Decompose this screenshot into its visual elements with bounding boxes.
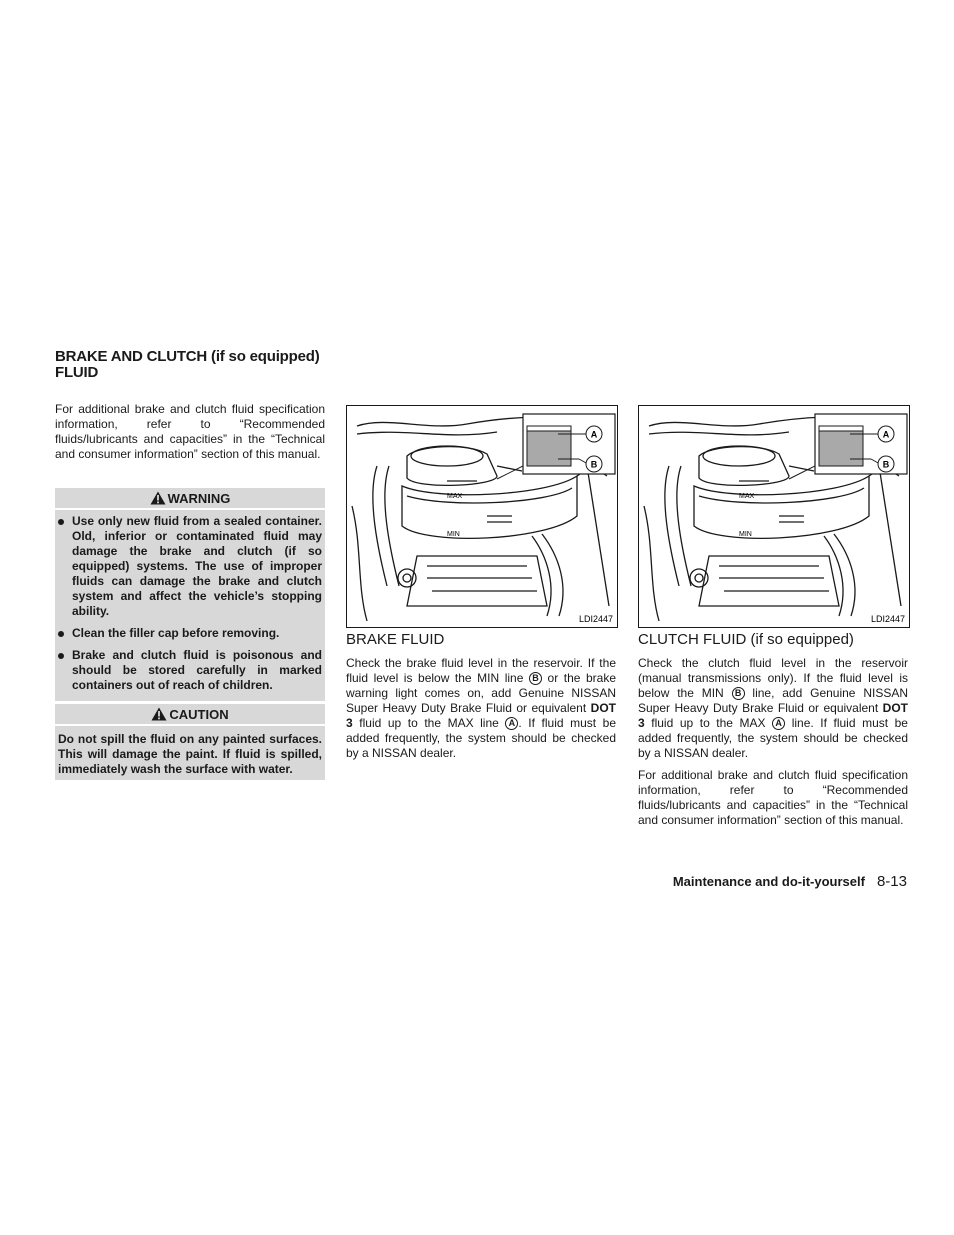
page-number: 8-13 xyxy=(876,873,907,890)
warning-item: Clean the filler cap before removing. xyxy=(55,626,325,641)
label-a: A xyxy=(590,429,598,440)
reservoir-illustration xyxy=(639,406,909,627)
brake-fluid-paragraph: Check the brake fluid level in the reservoir. If the fluid level is below the MIN line B or the brake warning light comes on, add Genuine NISSAN Super Heavy Duty Brake Fluid or equivalent DOT 3 fluid up to the MAX line A . If fluid must be added frequently, the system should be checked by a NISSAN dealer. xyxy=(346,656,617,760)
clutch-fluid-title: CLUTCH FLUID (if so equipped) xyxy=(638,631,854,648)
label-b: B xyxy=(590,459,598,470)
caution-box xyxy=(55,704,325,780)
clutch-fluid-paragraph: Check the clutch fluid level in the reservoir (manual transmissions only). If the fluid level is below the MIN B line, add Genuine NISSAN Super Heavy Duty Brake Fluid or equivalent DOT 3 fluid up to the MAX A line. If fluid must be added frequently, the system should be checked by a NISSAN dealer. xyxy=(638,656,908,760)
reservoir-illustration xyxy=(347,406,617,627)
clutch-reservoir-figure xyxy=(638,405,910,628)
dot-grade: DOT 3 xyxy=(638,701,908,730)
marker-b-icon: B xyxy=(529,672,542,685)
warning-triangle-icon xyxy=(150,491,166,505)
section-title-line2: FLUID xyxy=(55,364,99,381)
warning-header xyxy=(55,488,325,508)
max-mark: MAX xyxy=(739,493,755,500)
bullet-icon xyxy=(58,631,64,637)
warning-box xyxy=(55,488,325,701)
dot-grade: DOT 3 xyxy=(346,701,616,730)
marker-a-icon: A xyxy=(772,717,785,730)
min-mark: MIN xyxy=(447,531,460,538)
marker-a-icon: A xyxy=(505,717,518,730)
figure-code: LDI2447 xyxy=(578,614,613,624)
marker-b-icon: B xyxy=(732,687,745,700)
figure-code: LDI2447 xyxy=(870,614,905,624)
page-footer xyxy=(673,873,907,890)
section-title xyxy=(55,349,330,381)
caution-label: CAUTION xyxy=(169,706,229,722)
brake-reservoir-figure xyxy=(346,405,618,628)
label-b: B xyxy=(882,459,890,470)
warning-label: WARNING xyxy=(167,490,231,506)
caution-body: Do not spill the fluid on any painted surfaces. This will damage the paint. If fluid is spilled, immediately wash the surface with water. xyxy=(55,726,325,780)
bullet-icon xyxy=(58,653,64,659)
bullet-icon xyxy=(58,519,64,525)
footer-section: Maintenance and do-it-yourself xyxy=(672,874,865,889)
brake-fluid-title: BRAKE FLUID xyxy=(346,631,445,648)
caution-header xyxy=(55,704,325,724)
section-title-line1: BRAKE AND CLUTCH (if so equipped) xyxy=(55,348,320,365)
clutch-reference-paragraph: For additional brake and clutch fluid specification information, refer to “Recommended fluids/lubricants and capacities” in the “Technical and consumer information” section of this manual. xyxy=(638,768,908,827)
warning-item: Use only new fluid from a sealed container. Old, inferior or contaminated fluid may damage the brake and clutch (if so equipped) systems. The use of improper fluids can damage the brake and clutch system and affect the vehicle’s stopping ability. xyxy=(55,514,325,619)
max-mark: MAX xyxy=(447,493,463,500)
label-a: A xyxy=(882,429,890,440)
warning-triangle-icon xyxy=(151,707,167,721)
warning-body xyxy=(55,510,325,701)
warning-item: Brake and clutch fluid is poisonous and should be stored carefully in marked containers out of reach of children. xyxy=(55,648,325,693)
min-mark: MIN xyxy=(739,531,752,538)
intro-paragraph: For additional brake and clutch fluid specification information, refer to “Recommended fluids/lubricants and capacities” in the “Technical and consumer information” section of this manual. xyxy=(55,402,325,461)
